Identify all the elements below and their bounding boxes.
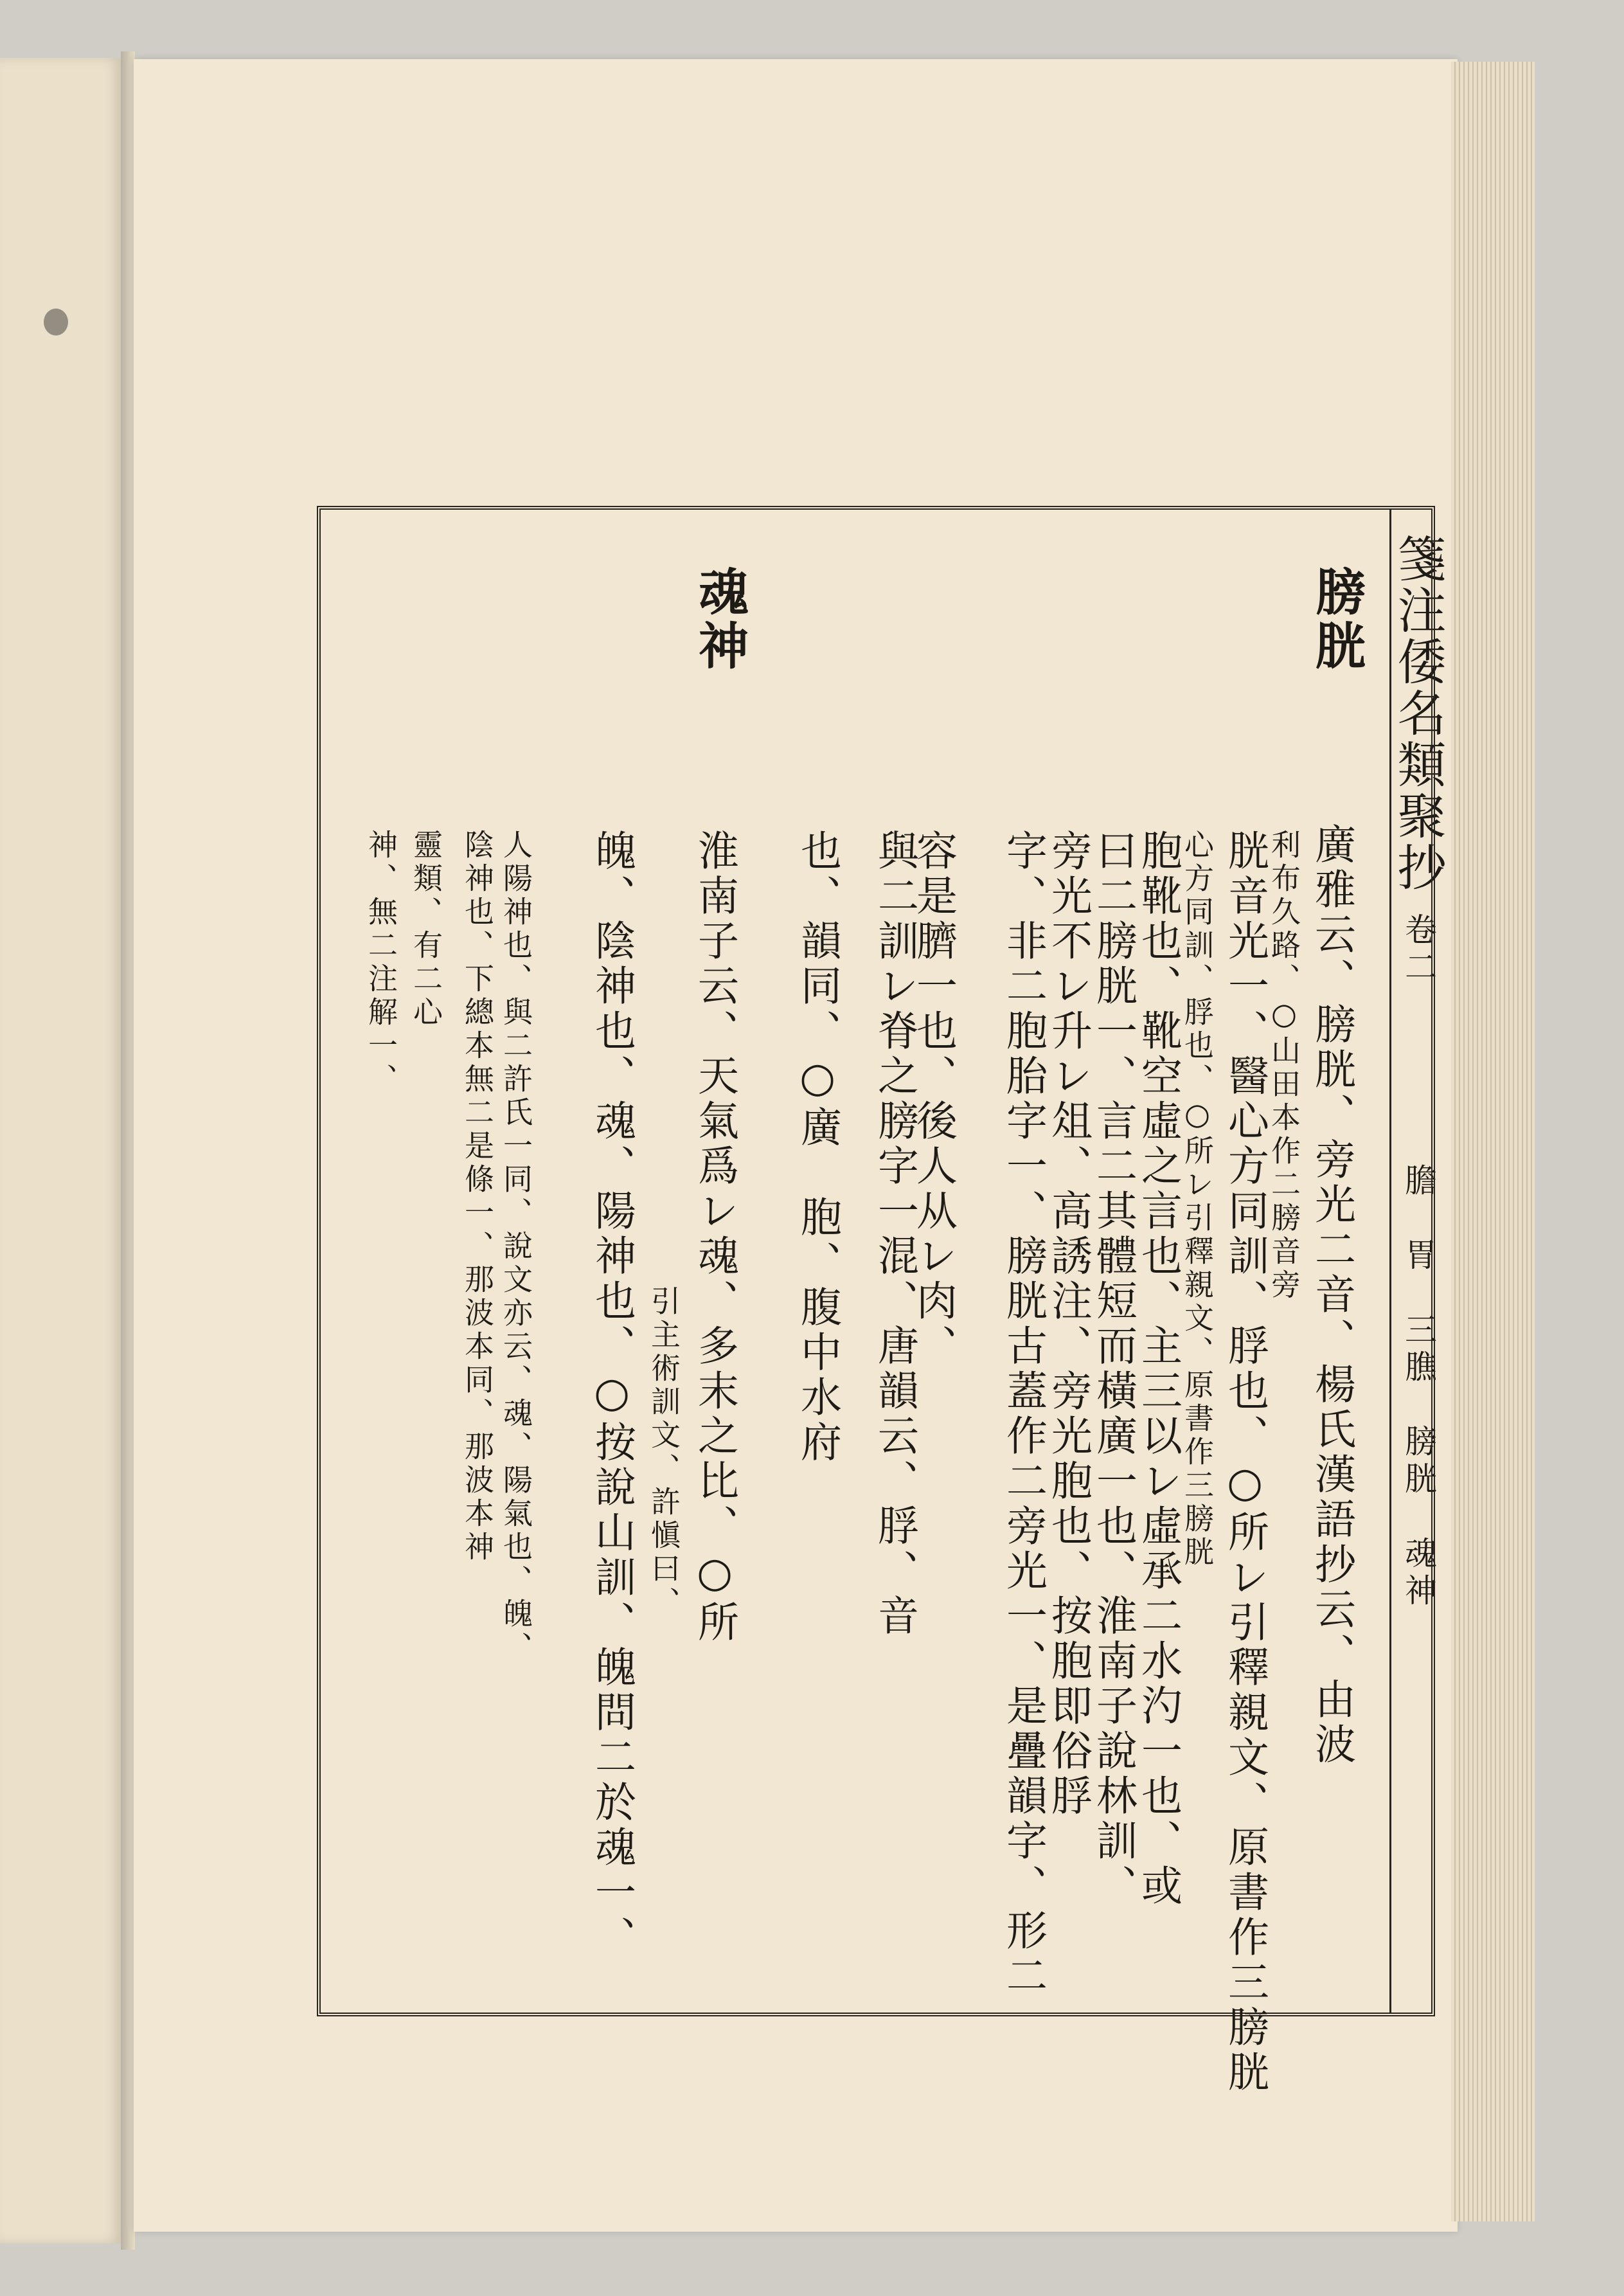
text-column: 胞靴也、靴空虛之言也、主三以レ虛承二水汋一也、或 bbox=[1134, 829, 1182, 1909]
text-column: 容是臍一也、後人从レ肉、 bbox=[909, 829, 957, 1369]
headword-konshin: 魂神 bbox=[690, 566, 749, 674]
text-column: 心方同訓、脬也、○所レ引釋親文、原書作三膀胱 bbox=[1180, 829, 1215, 1570]
text-column: 引主術訓文、許愼曰、 bbox=[647, 1286, 681, 1620]
text-column: 淮南子云、天氣爲レ魂、多末之比、○所 bbox=[691, 829, 738, 1646]
text-column: 利布久路、○山田本作二膀音旁 bbox=[1267, 829, 1301, 1302]
text-column: 字、非二胞胎字一、膀胱古蓋作二旁光一、是疊韻字、形二 bbox=[999, 829, 1047, 1999]
headword-bokou: 膀胱 bbox=[1307, 566, 1366, 674]
text-column: 神、無二注解一、 bbox=[364, 829, 398, 1097]
text-column: 曰二膀胱一、言二其體短而橫廣一也、淮南子說林訓、 bbox=[1089, 829, 1137, 1909]
text-column: 靈類、有二心 bbox=[409, 829, 443, 1030]
text-column: 廣雅云、膀胱、旁光二音、楊氏漢語抄云、由波 bbox=[1308, 823, 1355, 1768]
volume-label: 卷二 bbox=[1400, 913, 1437, 987]
text-column: 旁光不レ升レ俎、高誘注、旁光胞也、按胞即俗脬 bbox=[1044, 829, 1092, 1819]
ink-spot bbox=[44, 309, 68, 336]
page-edges bbox=[1451, 62, 1535, 2221]
text-column: 與二訓レ脊之膀字一混、唐韻云、脬、音 bbox=[871, 829, 918, 1639]
book-title: 箋注倭名類聚抄 bbox=[1389, 534, 1447, 893]
book-gutter bbox=[121, 51, 135, 2250]
section-index: 膽 胃 三膲 膀胱 魂神 bbox=[1400, 1163, 1437, 1611]
text-column: 魄、陰神也、魂、陽神也、○按說山訓、魄問二於魂一、 bbox=[588, 829, 636, 1960]
text-column: 陰神也、下總本無二是條一、那波本同、那波本神 bbox=[460, 829, 495, 1565]
left-page bbox=[0, 58, 122, 2243]
text-column: 胱音光一、醫心方同訓、脬也、○所レ引釋親文、原書作三膀胱 bbox=[1221, 829, 1269, 2095]
text-column: 也、韻同、○廣 胞、腹中水府 bbox=[794, 829, 841, 1466]
margin-rule bbox=[1389, 510, 1391, 2013]
text-column: 人陽神也、與二許氏一同、說文亦云、魂、陽氣也、魄、 bbox=[499, 829, 533, 1665]
